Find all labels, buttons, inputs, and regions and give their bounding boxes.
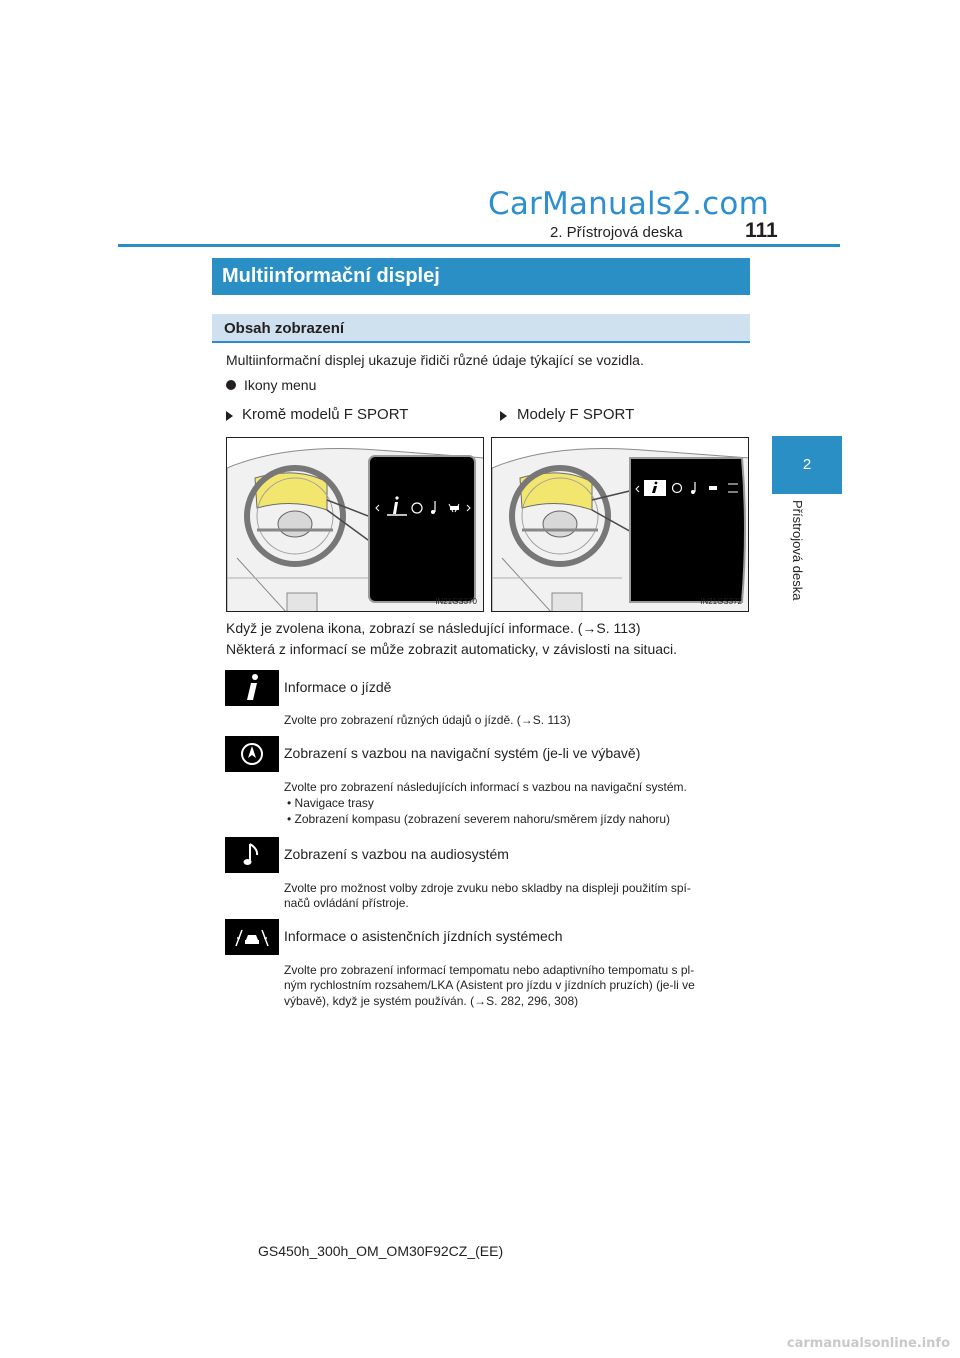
carmanuals-watermark: CarManuals2.com xyxy=(488,186,769,222)
figure-dashboard-standard xyxy=(226,437,484,612)
paragraph-selection: Když je zvolena ikona, zobrazí se následující informace. (→S. 113) xyxy=(226,620,641,636)
item-desc-line: načů ovládání přístroje. xyxy=(284,896,409,910)
item-title-audio: Zobrazení s vazbou na audiosystém xyxy=(284,846,509,862)
running-head: 2. Přístrojová deska xyxy=(550,224,683,241)
navigation-icon xyxy=(225,736,279,772)
bullet-text: Ikony menu xyxy=(244,377,317,393)
item-desc-line: Zvolte pro zobrazení různých údajů o jízdě. (→S. 113) xyxy=(284,713,571,727)
item-title-navigation: Zobrazení s vazbou na navigační systém (je-li ve výbavě) xyxy=(284,745,641,761)
caption-marker-icon xyxy=(500,411,507,421)
section-title: Multiinformační displej xyxy=(212,258,750,295)
item-desc-bullet: • Navigace trasy xyxy=(287,796,374,810)
header-rule xyxy=(118,244,840,247)
item-desc-line: Zvolte pro možnost volby zdroje zvuku nebo skladby na displeji použitím spí- xyxy=(284,881,691,895)
item-desc-line: ným rychlostním rozsahem/LKA (Asistent pro jízdu v jízdních pruzích) (je-li ve xyxy=(284,978,695,992)
chapter-number: 2 xyxy=(802,456,812,473)
paragraph-automatic: Některá z informací se může zobrazit automaticky, v závislosti na situaci. xyxy=(226,641,678,657)
figure-caption-2: Modely F SPORT xyxy=(517,406,635,423)
bullet-dot xyxy=(226,380,236,390)
music-note-icon xyxy=(225,837,279,873)
figure-code-2: IN21GS372 xyxy=(700,597,742,606)
document-code: GS450h_300h_OM_OM30F92CZ_(EE) xyxy=(258,1243,504,1259)
info-icon xyxy=(225,670,279,706)
figure-dashboard-fsport xyxy=(491,437,749,612)
item-desc-bullet: • Zobrazení kompasu (zobrazení severem nahoru/směrem jízdy nahoru) xyxy=(287,812,671,826)
page-number: 111 xyxy=(745,219,778,242)
figure-caption-1: Kromě modelů F SPORT xyxy=(242,406,409,423)
item-desc-line: Zvolte pro zobrazení informací tempomatu nebo adaptivního tempomatu s pl- xyxy=(284,963,695,977)
carmanualsonline-watermark: carmanualsonline.info xyxy=(786,1336,950,1351)
item-desc-line: Zvolte pro zobrazení následujících informací s vazbou na navigační systém. xyxy=(284,780,687,794)
item-desc-line: výbavě), když je systém používán. (→S. 282, 296, 308) xyxy=(284,994,579,1008)
caption-marker-icon xyxy=(226,411,233,421)
dashboard-illustration xyxy=(492,438,749,612)
item-title-driving-info: Informace o jízdě xyxy=(284,679,392,695)
dashboard-illustration xyxy=(227,438,484,612)
chapter-tab xyxy=(772,436,842,494)
figure-code-1: IN21GS370 xyxy=(435,597,477,606)
chapter-label: Přístrojová deska xyxy=(790,500,805,601)
subsection-title: Obsah zobrazení xyxy=(212,314,750,343)
item-title-driving-assist: Informace o asistenčních jízdních systémech xyxy=(284,928,563,944)
driving-assist-icon xyxy=(225,919,279,955)
intro-text: Multiinformační displej ukazuje řidiči různé údaje týkající se vozidla. xyxy=(226,352,644,368)
